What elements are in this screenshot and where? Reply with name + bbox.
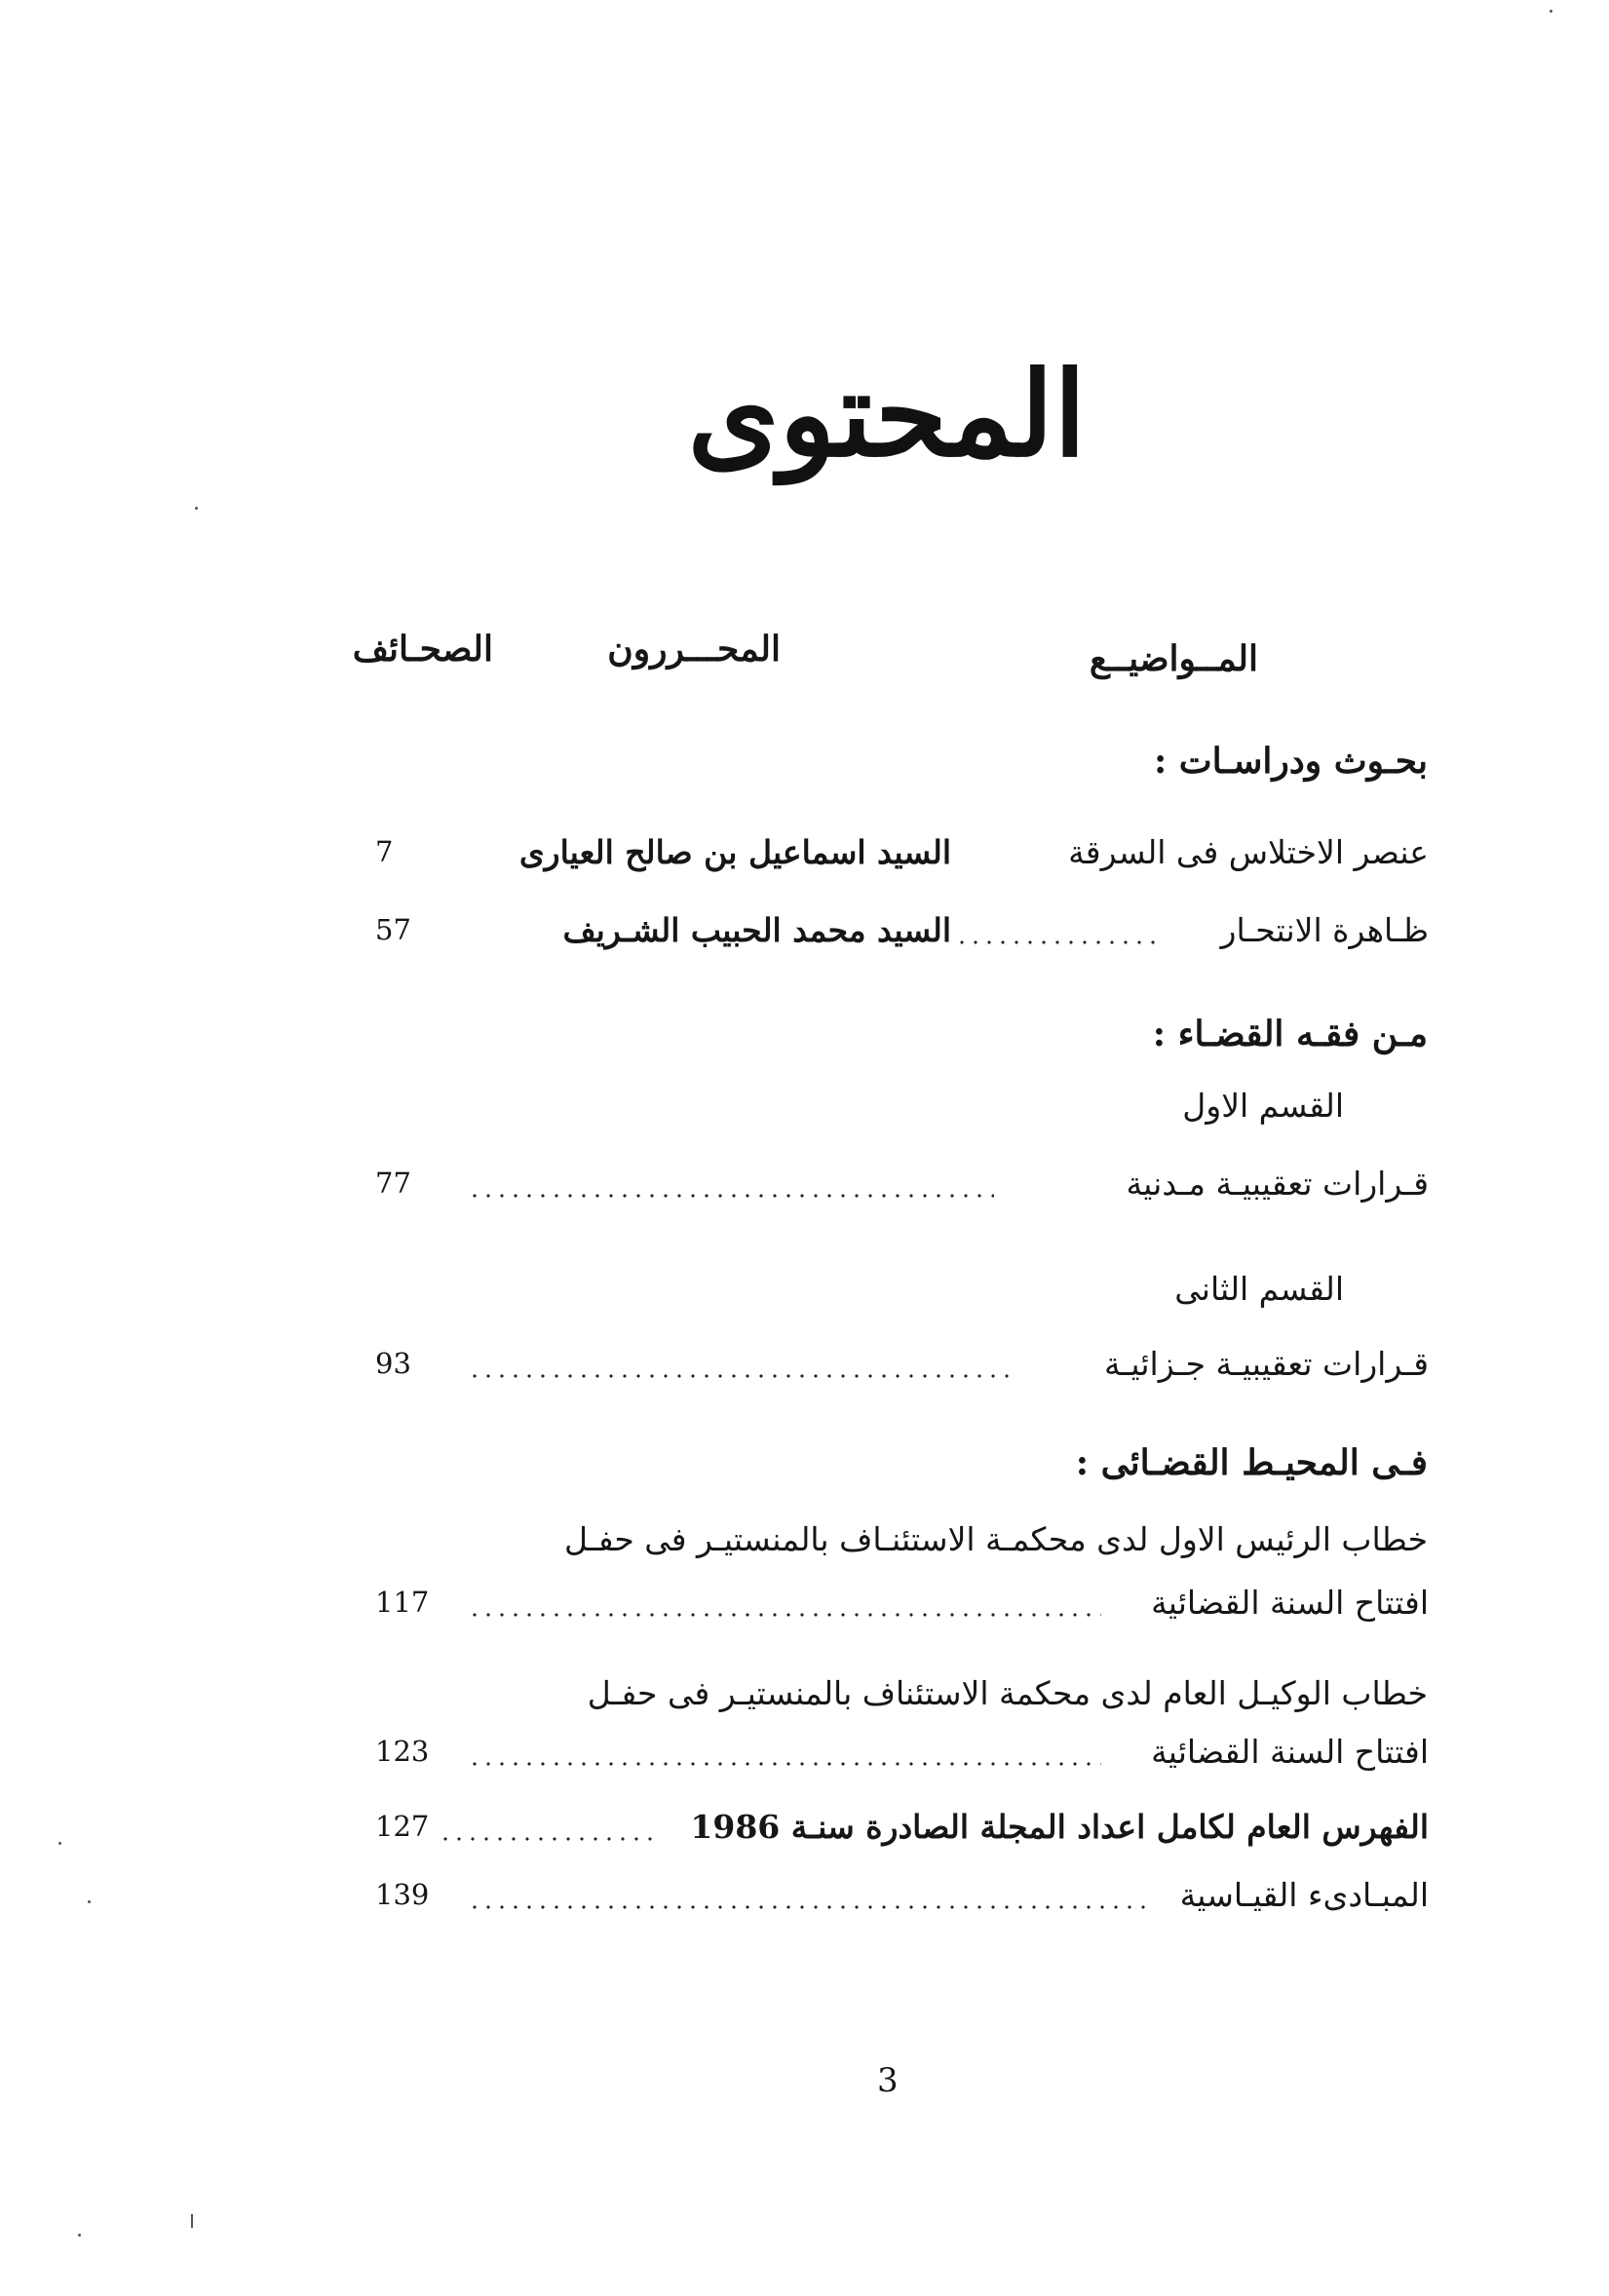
entry-title: ظـاهرة الانتحـار [1220,911,1429,949]
entry-page: 117 [375,1586,430,1619]
column-header-pages: الصحـائف [352,629,493,670]
section-title-judicial-milieu: فـى المحيـط القضـائى : [1075,1442,1428,1483]
scan-speck [78,2234,81,2237]
dot-leader [468,1905,1150,1909]
entry-page: 127 [375,1810,430,1843]
dot-leader [468,1613,1101,1617]
toc-entry [351,1584,1429,1632]
entry-author: السيد محمد الحبيب الشـريف [562,911,951,949]
toc-entry [351,1876,1429,1925]
entry-page: 93 [375,1347,411,1380]
scan-speck [88,1900,91,1903]
page-number: 3 [877,2061,899,2100]
dot-leader [955,940,1160,944]
section-title-research: بحـوث ودراسـات : [1153,741,1428,782]
entry-title: الفهرس العام لكامل اعداد المجلة الصادرة سنـة 1986 [690,1808,1429,1846]
speech-attorney-general-line1: خطاب الوكيـل العام لدى محكمة الاستئناف بالمنستيـر فى حفـل [587,1674,1428,1712]
entry-page: 123 [375,1735,430,1768]
entry-title: افتتاح السنة القضائية [1151,1733,1429,1771]
page-title: المحتوى [687,346,1087,483]
scan-speck [1550,10,1552,13]
part-label: القسم الاول [1182,1087,1344,1125]
entry-page: 57 [375,913,411,946]
dot-leader [468,1762,1101,1766]
dot-leader [468,1194,994,1198]
entry-title: المبـادىء القيـاسية [1179,1876,1429,1914]
speech-first-president-line1: خطاب الرئيس الاول لدى محكمـة الاستئنـاف بالمنستيـر فى حفـل [564,1520,1428,1558]
entry-title: قـرارات تعقيبيـة مـدنية [1126,1165,1429,1203]
entry-author: السيد اسماعيل بن صالح العيارى [518,833,951,871]
scan-speck [195,507,198,510]
entry-page: 77 [375,1167,411,1200]
column-header-topics: المــواضيــع [1089,638,1258,679]
entry-page: 139 [375,1878,430,1911]
section-title-jurisprudence: مـن فقـه القضـاء : [1152,1014,1428,1054]
scan-speck [191,2214,193,2228]
toc-entry [351,911,1429,960]
dot-leader [439,1837,653,1841]
column-header-editors: المحـــررون [607,629,781,670]
toc-entry [351,1345,1429,1394]
entry-title: افتتاح السنة القضائية [1151,1584,1429,1622]
entry-title: عنصر الاختلاس فى السرقة [1068,833,1429,871]
toc-entry [351,1165,1429,1213]
dot-leader [468,1374,1014,1378]
toc-entry [351,1733,1429,1781]
toc-entry [351,1808,1429,1856]
entry-title: قـرارات تعقيبيـة جـزائيـة [1104,1345,1429,1383]
part-label: القسم الثانى [1174,1270,1344,1308]
entry-page: 7 [375,835,394,868]
scan-speck [58,1842,61,1845]
toc-entry [351,833,1429,882]
